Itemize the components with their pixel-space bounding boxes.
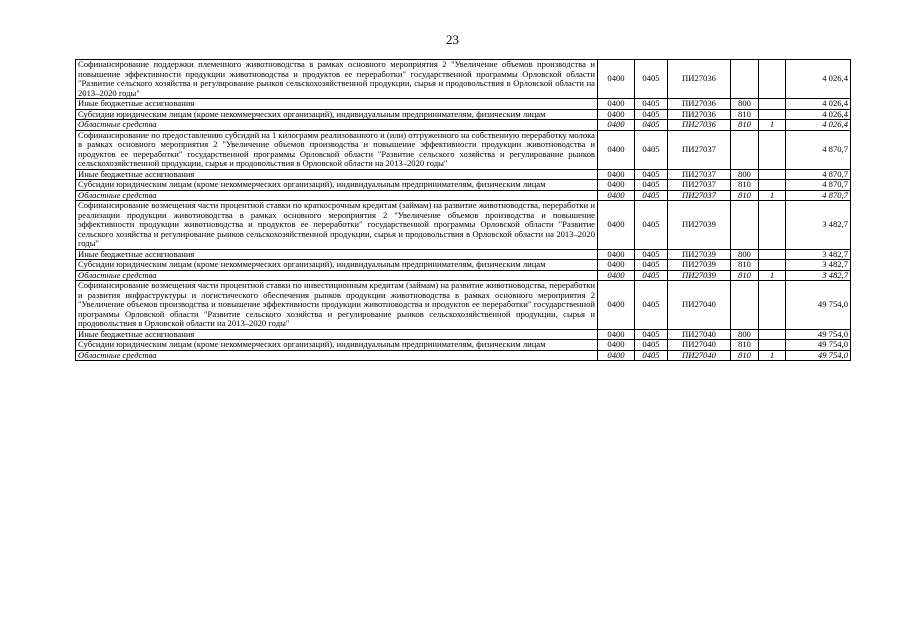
- row-expense-type: 810: [731, 120, 759, 131]
- row-section-code: 0400: [598, 99, 635, 110]
- row-description: Иные бюджетные ассигнования: [76, 169, 598, 180]
- row-amount: 4 026,4: [786, 99, 851, 110]
- row-description: Субсидии юридическим лицам (кроме некоммерческих организаций), индивидуальным предпринимателям, физическим лицам: [76, 180, 598, 191]
- row-section-code: 0400: [598, 130, 635, 169]
- row-section-code: 0400: [598, 109, 635, 120]
- row-target-article: ПИ27036: [668, 120, 731, 131]
- table-row: [76, 350, 851, 361]
- row-description: Областные средства: [76, 190, 598, 201]
- row-section-code: 0400: [598, 260, 635, 271]
- row-description: Софинансирование по предоставлению субсидий на 1 килограмм реализованного и (или) отгруженного на собственную переработку молока в рамках основного мероприятия 2 "Увеличение объемов производства и повышение эффективности продукции животноводства и продуктов ее переработки" государственной программы Орловской области "Развитие сельского хозяйства и регулирование рынков сельскохозяйственной продукции, сырья и продовольствия в Орловской области на 2013–2020 годы": [76, 130, 598, 169]
- row-description: Субсидии юридическим лицам (кроме некоммерческих организаций), индивидуальным предпринимателям, физическим лицам: [76, 340, 598, 351]
- table-row: [76, 169, 851, 180]
- row-subsection-code: 0405: [635, 350, 668, 361]
- row-subsection-code: 0405: [635, 340, 668, 351]
- row-subsection-code: 0405: [635, 169, 668, 180]
- row-source-code: [759, 99, 786, 110]
- row-source-code: 1: [759, 350, 786, 361]
- row-expense-type: 800: [731, 99, 759, 110]
- row-source-code: [759, 130, 786, 169]
- row-target-article: ПИ27040: [668, 281, 731, 330]
- table-body: [76, 60, 851, 361]
- row-source-code: [759, 340, 786, 351]
- row-amount: 4 870,7: [786, 130, 851, 169]
- row-amount: 3 482,7: [786, 260, 851, 271]
- row-target-article: ПИ27040: [668, 329, 731, 340]
- table-row: [76, 329, 851, 340]
- row-subsection-code: 0405: [635, 260, 668, 271]
- row-source-code: [759, 249, 786, 260]
- budget-table: [75, 59, 851, 361]
- row-amount: 4 870,7: [786, 190, 851, 201]
- row-section-code: 0400: [598, 120, 635, 131]
- row-target-article: ПИ27037: [668, 169, 731, 180]
- row-subsection-code: 0405: [635, 99, 668, 110]
- table-row: [76, 281, 851, 330]
- row-section-code: 0400: [598, 350, 635, 361]
- row-subsection-code: 0405: [635, 249, 668, 260]
- row-amount: 4 026,4: [786, 109, 851, 120]
- row-subsection-code: 0405: [635, 329, 668, 340]
- row-section-code: 0400: [598, 169, 635, 180]
- row-target-article: ПИ27039: [668, 260, 731, 271]
- row-amount: 4 026,4: [786, 60, 851, 99]
- row-subsection-code: 0405: [635, 270, 668, 281]
- row-expense-type: 800: [731, 169, 759, 180]
- table-row: [76, 190, 851, 201]
- row-section-code: 0400: [598, 340, 635, 351]
- row-expense-type: 810: [731, 190, 759, 201]
- table-row: [76, 260, 851, 271]
- row-expense-type: [731, 60, 759, 99]
- row-source-code: [759, 281, 786, 330]
- row-expense-type: 810: [731, 350, 759, 361]
- row-source-code: 1: [759, 270, 786, 281]
- row-description: Софинансирование возмещения части процентной ставки по инвестиционным кредитам (займам) на развитие животноводства, переработки и развития инфраструктуры и логистического обеспечения рынков продукции животноводства в рамках основного мероприятия 2 "Увеличение объемов производства и повышение эффективности продукции животноводства и продуктов ее переработки" государственной программы Орловской области "Развитие сельского хозяйства и регулирование рынков сельскохозяйственной продукции, сырья и продовольствия в Орловской области на 2013–2020 годы": [76, 281, 598, 330]
- row-section-code: 0400: [598, 281, 635, 330]
- table-row: [76, 109, 851, 120]
- row-target-article: ПИ27037: [668, 130, 731, 169]
- row-target-article: ПИ27040: [668, 340, 731, 351]
- row-expense-type: 810: [731, 109, 759, 120]
- table-row: [76, 249, 851, 260]
- row-amount: 3 482,7: [786, 201, 851, 250]
- row-subsection-code: 0405: [635, 60, 668, 99]
- row-section-code: 0400: [598, 60, 635, 99]
- row-description: Субсидии юридическим лицам (кроме некоммерческих организаций), индивидуальным предпринимателям, физическим лицам: [76, 260, 598, 271]
- row-target-article: ПИ27037: [668, 190, 731, 201]
- table-row: [76, 340, 851, 351]
- row-source-code: 1: [759, 120, 786, 131]
- row-amount: 49 754,0: [786, 340, 851, 351]
- row-expense-type: 810: [731, 180, 759, 191]
- row-target-article: ПИ27040: [668, 350, 731, 361]
- row-description: Иные бюджетные ассигнования: [76, 329, 598, 340]
- row-subsection-code: 0405: [635, 109, 668, 120]
- row-subsection-code: 0405: [635, 281, 668, 330]
- row-expense-type: 800: [731, 249, 759, 260]
- table-row: [76, 60, 851, 99]
- row-expense-type: [731, 201, 759, 250]
- row-source-code: [759, 109, 786, 120]
- row-section-code: 0400: [598, 201, 635, 250]
- row-section-code: 0400: [598, 270, 635, 281]
- row-description: Субсидии юридическим лицам (кроме некоммерческих организаций), индивидуальным предпринимателям, физическим лицам: [76, 109, 598, 120]
- row-expense-type: [731, 130, 759, 169]
- row-target-article: ПИ27039: [668, 201, 731, 250]
- row-amount: 49 754,0: [786, 329, 851, 340]
- row-target-article: ПИ27036: [668, 109, 731, 120]
- row-description: Иные бюджетные ассигнования: [76, 99, 598, 110]
- row-expense-type: 810: [731, 270, 759, 281]
- row-amount: 49 754,0: [786, 281, 851, 330]
- page-number: 23: [446, 32, 459, 47]
- row-description: Областные средства: [76, 120, 598, 131]
- table-row: [76, 201, 851, 250]
- table-row: [76, 180, 851, 191]
- row-source-code: [759, 329, 786, 340]
- row-expense-type: 800: [731, 329, 759, 340]
- row-amount: 49 754,0: [786, 350, 851, 361]
- row-expense-type: [731, 281, 759, 330]
- row-section-code: 0400: [598, 180, 635, 191]
- row-subsection-code: 0405: [635, 120, 668, 131]
- row-description: Областные средства: [76, 270, 598, 281]
- row-target-article: ПИ27037: [668, 180, 731, 191]
- row-source-code: [759, 169, 786, 180]
- row-section-code: 0400: [598, 190, 635, 201]
- row-amount: 3 482,7: [786, 270, 851, 281]
- row-subsection-code: 0405: [635, 180, 668, 191]
- row-expense-type: 810: [731, 340, 759, 351]
- row-amount: 4 870,7: [786, 180, 851, 191]
- row-target-article: ПИ27039: [668, 249, 731, 260]
- row-target-article: ПИ27036: [668, 99, 731, 110]
- row-amount: 3 482,7: [786, 249, 851, 260]
- row-expense-type: 810: [731, 260, 759, 271]
- row-description: Областные средства: [76, 350, 598, 361]
- row-section-code: 0400: [598, 329, 635, 340]
- row-amount: 4 870,7: [786, 169, 851, 180]
- row-source-code: [759, 60, 786, 99]
- row-subsection-code: 0405: [635, 190, 668, 201]
- table-row: [76, 130, 851, 169]
- row-description: Софинансирование возмещения части процентной ставки по краткосрочным кредитам (займам) на развитие животноводства, переработки и реализации продукции животноводства в рамках основного мероприятия 2 "Увеличение объемов производства и повышение эффективности продукции животноводства и продуктов ее переработки" государственной программы Орловской области "Развитие сельского хозяйства и регулирование рынков сельскохозяйственной продукции, сырья и продовольствия в Орловской области на 2013–2020 годы": [76, 201, 598, 250]
- row-target-article: ПИ27039: [668, 270, 731, 281]
- row-subsection-code: 0405: [635, 201, 668, 250]
- row-source-code: [759, 260, 786, 271]
- row-source-code: 1: [759, 190, 786, 201]
- table-row: [76, 120, 851, 131]
- row-amount: 4 026,4: [786, 120, 851, 131]
- row-source-code: [759, 201, 786, 250]
- table-row: [76, 270, 851, 281]
- row-subsection-code: 0405: [635, 130, 668, 169]
- row-description: Иные бюджетные ассигнования: [76, 249, 598, 260]
- row-section-code: 0400: [598, 249, 635, 260]
- row-target-article: ПИ27036: [668, 60, 731, 99]
- row-source-code: [759, 180, 786, 191]
- table-row: [76, 99, 851, 110]
- row-description: Софинансирование поддержки племенного животноводства в рамках основного мероприятия 2 "Увеличение объемов производства и повышение эффективности продукции животноводства и продуктов ее переработки" государственной программы Орловской области "Развитие сельского хозяйства и регулирование рынков сельскохозяйственной продукции, сырья и продовольствия в Орловской области на 2013–2020 годы": [76, 60, 598, 99]
